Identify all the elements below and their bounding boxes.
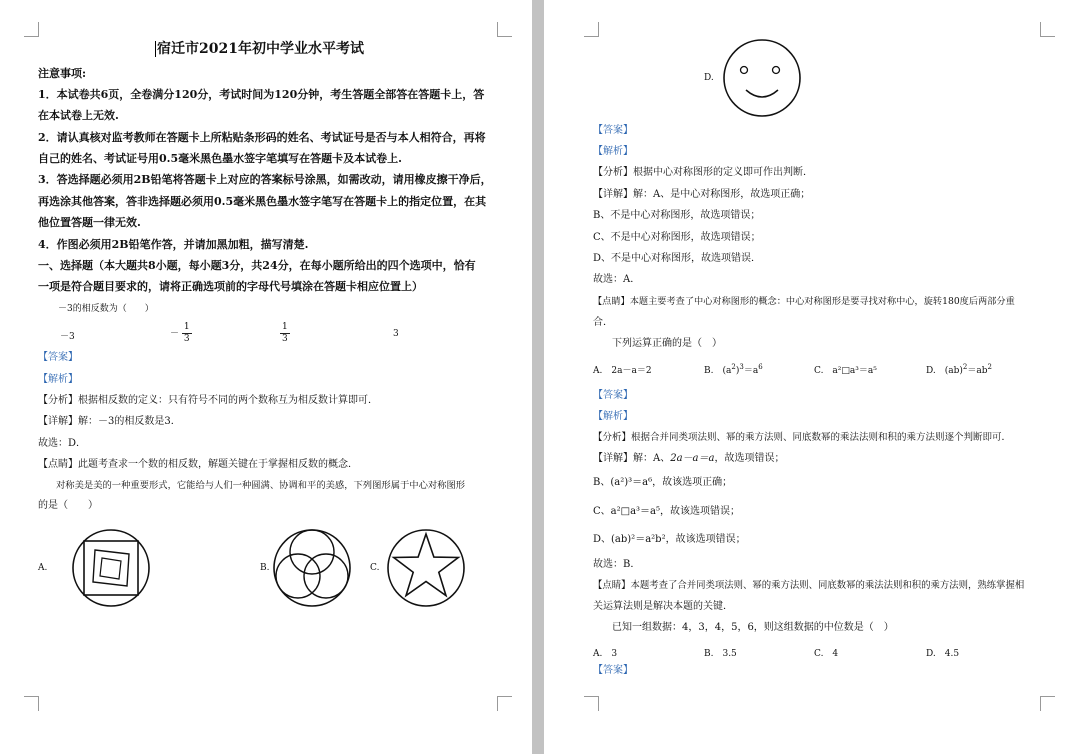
q3-detail-suffix: ，故选项错误； <box>714 453 785 464</box>
figure-c-star-in-circle <box>386 528 466 608</box>
q1-stem: －3的相反数为（ ） <box>58 304 154 314</box>
q3-option-c: C. a²□a³＝a⁵ <box>814 366 877 376</box>
q3-option-d: D. $(ab)^2=ab^2$ <box>926 363 992 376</box>
notice-line: 他位置答题一律无效. <box>38 216 141 229</box>
q3-choice: 故选：B． <box>593 559 641 570</box>
crop-mark <box>584 22 599 37</box>
q2-analysis-line: 合． <box>593 317 613 328</box>
crop-mark <box>24 696 39 711</box>
q3-detail-line: B、(a²)³＝a⁶，故该选项正确； <box>593 477 733 488</box>
notice-heading: 注意事项: <box>38 67 87 80</box>
q4-option-b: B. 3.5 <box>704 649 737 659</box>
figure-c-label: C. <box>370 563 380 573</box>
q3-option-d-base: D. (ab) <box>926 366 963 376</box>
q3-option-d-result: ＝ab <box>967 366 988 376</box>
figure-b-three-arcs <box>272 528 352 608</box>
q3-stem: 下列运算正确的是（ ） <box>612 338 722 349</box>
figure-d-label: D. <box>704 73 714 83</box>
q3-option-b-result: ＝a <box>743 366 759 376</box>
fraction-denominator: 3 <box>282 334 288 344</box>
q1-option-b-sign: － <box>170 329 180 339</box>
answer-tag: 【答案】 <box>593 665 633 676</box>
q1-option-c-fraction <box>280 322 290 345</box>
crop-mark <box>497 22 512 37</box>
notice-line: 再选涂其他答案，答非选择题必须用0.5毫米黑色墨水签字笔写在答题卡上的指定位置，在其 <box>38 195 487 208</box>
figure-b-label: B. <box>260 563 270 573</box>
q4-stem: 已知一组数据：4，3，4，5，6，则这组数据的中位数是（ ） <box>612 622 894 633</box>
analysis-tag: 【解析】 <box>593 146 633 157</box>
q2-analysis-line: 【分析】根据中心对称图形的定义即可作出判断． <box>593 167 813 178</box>
q3-point-line: 关运算法则是解决本题的关键． <box>593 601 733 612</box>
notice-line: 自己的姓名、考试证号用0.5毫米黑色墨水签字笔填写在答题卡及本试卷上. <box>38 152 402 165</box>
figure-a-square-in-circle <box>71 528 151 608</box>
figure-d-smiley-face <box>722 38 802 118</box>
crop-mark <box>584 696 599 711</box>
answer-tag: 【答案】 <box>593 390 633 401</box>
q4-option-d: D. 4.5 <box>926 649 960 659</box>
answer-tag: 【答案】 <box>593 125 633 136</box>
q2-analysis-line: 【详解】解：A、是中心对称图形，故选项正确； <box>593 189 811 200</box>
crop-mark <box>1040 696 1055 711</box>
q3-detail-line: D、(ab)²＝a²b²，故该选项错误； <box>593 534 746 545</box>
q3-detail-prefix: 【详解】解：A、 <box>593 453 671 464</box>
q3-option-b: B. $(a^2)^3=a^6$ <box>704 363 763 376</box>
crop-mark <box>24 22 39 37</box>
q1-option-d: 3 <box>393 329 399 339</box>
q4-option-c: C. 4 <box>814 649 839 659</box>
q1-analysis-line: 故选：D． <box>38 438 87 449</box>
crop-mark <box>1040 22 1055 37</box>
fraction-denominator: 3 <box>183 334 190 344</box>
q2-analysis-line: B、不是中心对称图形，故选项错误； <box>593 210 761 221</box>
q2-stem-line: 的是（ ） <box>38 500 98 511</box>
q1-option-c <box>280 322 290 345</box>
q4-option-a: A. 3 <box>593 649 618 659</box>
q2-stem-line: 对称美是美的一种重要形式，它能给与人们一种圆满、协调和平的美感，下列图形属于中心对称图形 <box>56 480 466 491</box>
q3-detail-line: C、a²□a³＝a⁵，故该选项错误； <box>593 506 741 517</box>
page-title: 宿迁市2021年初中学业水平考试 <box>157 41 364 57</box>
q1-analysis-line: 【点睛】此题考查求一个数的相反数，解题关键在于掌握相反数的概念． <box>38 459 358 470</box>
q1-analysis-line: 【详解】解：－3的相反数是3． <box>38 416 181 427</box>
fraction-numerator: 1 <box>183 322 190 332</box>
notice-line: 4．作图必须用2B铅笔作答，并请加黑加粗，描写清楚. <box>38 238 309 251</box>
notice-line: 1．本试卷共6页，全卷满分120分，考试时间为120分钟，考生答题全部答在答题卡上，答 <box>38 88 485 101</box>
crop-mark <box>497 696 512 711</box>
notice-line: 2．请认真核对监考教师在答题卡上所粘贴条形码的姓名、考试证号是否与本人相符合，再将 <box>38 131 486 144</box>
notice-line: 在本试卷上无效. <box>38 109 119 122</box>
text-cursor <box>155 41 156 57</box>
analysis-tag: 【解析】 <box>593 411 633 422</box>
q3-point-line: 【点睛】本题考查了合并同类项法则、幂的乘方法则、同底数幂的乘法法则和积的乘方法则，熟练掌握相 <box>593 580 1025 591</box>
page-gap <box>532 0 544 754</box>
q3-option-a: A. 2a－a＝2 <box>593 366 652 376</box>
q2-analysis-line: 故选：A． <box>593 274 641 285</box>
q3-option-b-paren: ) <box>735 366 740 376</box>
q1-option-b <box>170 322 192 345</box>
exam-page-right <box>544 0 1080 754</box>
q1-analysis-line: 【分析】根据相反数的定义：只有符号不同的两个数称互为相反数计算即可． <box>38 395 378 406</box>
q3-detail-line <box>593 452 784 466</box>
q2-analysis-line: D、不是中心对称图形，故选项错误． <box>593 253 762 264</box>
figure-a-label: A. <box>38 563 48 573</box>
q2-analysis-line: 【点睛】本题主要考查了中心对称图形的概念：中心对称图形是要寻找对称中心，旋转180度后两部分重 <box>593 296 1015 307</box>
q3-detail-expression: 2a－a＝a <box>670 453 715 464</box>
exam-page-left <box>0 0 532 754</box>
notice-line: 3．答选择题必须用2B铅笔将答题卡上对应的答案标号涂黑，如需改动，请用橡皮擦干净后， <box>38 173 492 186</box>
q2-analysis-line: C、不是中心对称图形，故选项错误； <box>593 232 761 243</box>
q3-option-b-base: B. (a <box>704 366 732 376</box>
q1-option-b-fraction <box>182 322 192 345</box>
answer-tag: 【答案】 <box>38 352 78 363</box>
q3-analysis-line: 【分析】根据合并同类项法则、幂的乘方法则、同底数幂的乘法法则和积的乘方法则逐个判断即可． <box>593 432 1012 443</box>
analysis-tag: 【解析】 <box>38 374 78 385</box>
section-heading-line: 一、选择题（本大题共8小题，每小题3分，共24分，在每小题所给出的四个选项中，恰有 <box>38 259 476 272</box>
q1-option-a: －3 <box>60 332 75 342</box>
section-heading-line: 一项是符合题目要求的，请将正确选项前的字母代号填涂在答题卡相应位置上） <box>38 280 423 293</box>
fraction-numerator: 1 <box>282 322 288 332</box>
